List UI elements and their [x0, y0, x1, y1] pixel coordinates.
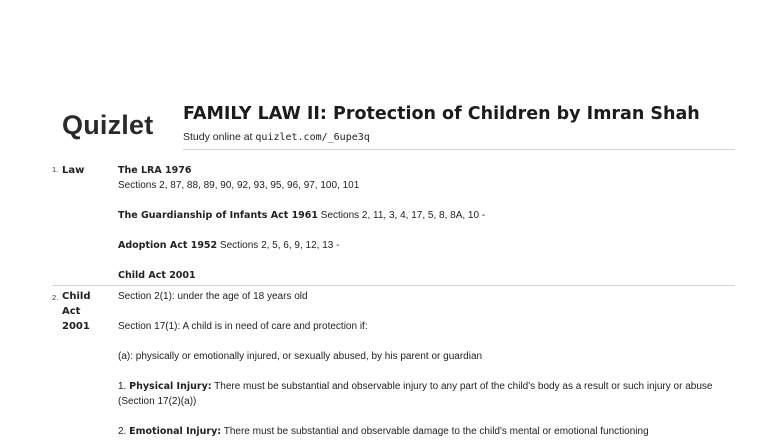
plain-phrase: There must be substantial and observable injury to any part of the child's body as a result or such injury or abuse (Section 17(2)(a)) — [118, 381, 713, 407]
term-line: Act — [62, 306, 81, 317]
definition-line — [118, 379, 734, 409]
term-line: 2001 — [62, 321, 90, 332]
definition-line: Child Act 2001 — [118, 270, 196, 281]
card-term: Law — [62, 165, 85, 176]
page-title: FAMILY LAW II: Protection of Children by Imran Shah — [183, 104, 700, 124]
list-prefix: 2. — [118, 426, 130, 437]
header-divider — [183, 149, 735, 150]
plain-phrase: There must be substantial and observable damage to the child's mental or emotional functioning — [221, 426, 649, 437]
bold-phrase: The Guardianship of Infants Act 1961 — [118, 210, 319, 221]
definition-line: Section 2(1): under the age of 18 years old — [118, 291, 308, 302]
study-online-line — [183, 131, 370, 143]
study-url: quizlet.com/_6upe3q — [255, 132, 370, 143]
bold-phrase: Emotional Injury: — [129, 426, 222, 437]
definition-line: (a): physically or emotionally injured, or sexually abused, by his parent or guardian — [118, 351, 483, 362]
definition-line: The LRA 1976 — [118, 165, 192, 176]
card-row — [52, 289, 734, 441]
definition-line — [118, 238, 734, 253]
bold-phrase: Adoption Act 1952 — [118, 240, 218, 251]
card-number: 2. — [52, 293, 59, 302]
card-definition — [118, 163, 734, 283]
card-definition — [118, 289, 734, 439]
card-number: 1. — [52, 165, 59, 174]
list-prefix: 1. — [118, 381, 130, 392]
definition-line: Section 17(1): A child is in need of care and protection if: — [118, 321, 368, 332]
card-row — [52, 163, 734, 283]
document-header — [62, 100, 735, 150]
card-divider — [52, 285, 735, 286]
definition-line — [118, 208, 734, 223]
subtitle-prefix: Study online at — [183, 131, 256, 143]
bold-phrase: Physical Injury: — [129, 381, 212, 392]
term-line: Child — [62, 291, 91, 302]
definition-line: Sections 2, 87, 88, 89, 90, 92, 93, 95, 96, 97, 100, 101 — [118, 180, 360, 191]
quizlet-logo: Quizlet — [62, 110, 154, 140]
card-term — [62, 289, 112, 334]
plain-phrase: Sections 2, 11, 3, 4, 17, 5, 8, 8A, 10 - — [318, 210, 486, 221]
plain-phrase: Sections 2, 5, 6, 9, 12, 13 - — [217, 240, 340, 251]
definition-line — [118, 424, 734, 439]
